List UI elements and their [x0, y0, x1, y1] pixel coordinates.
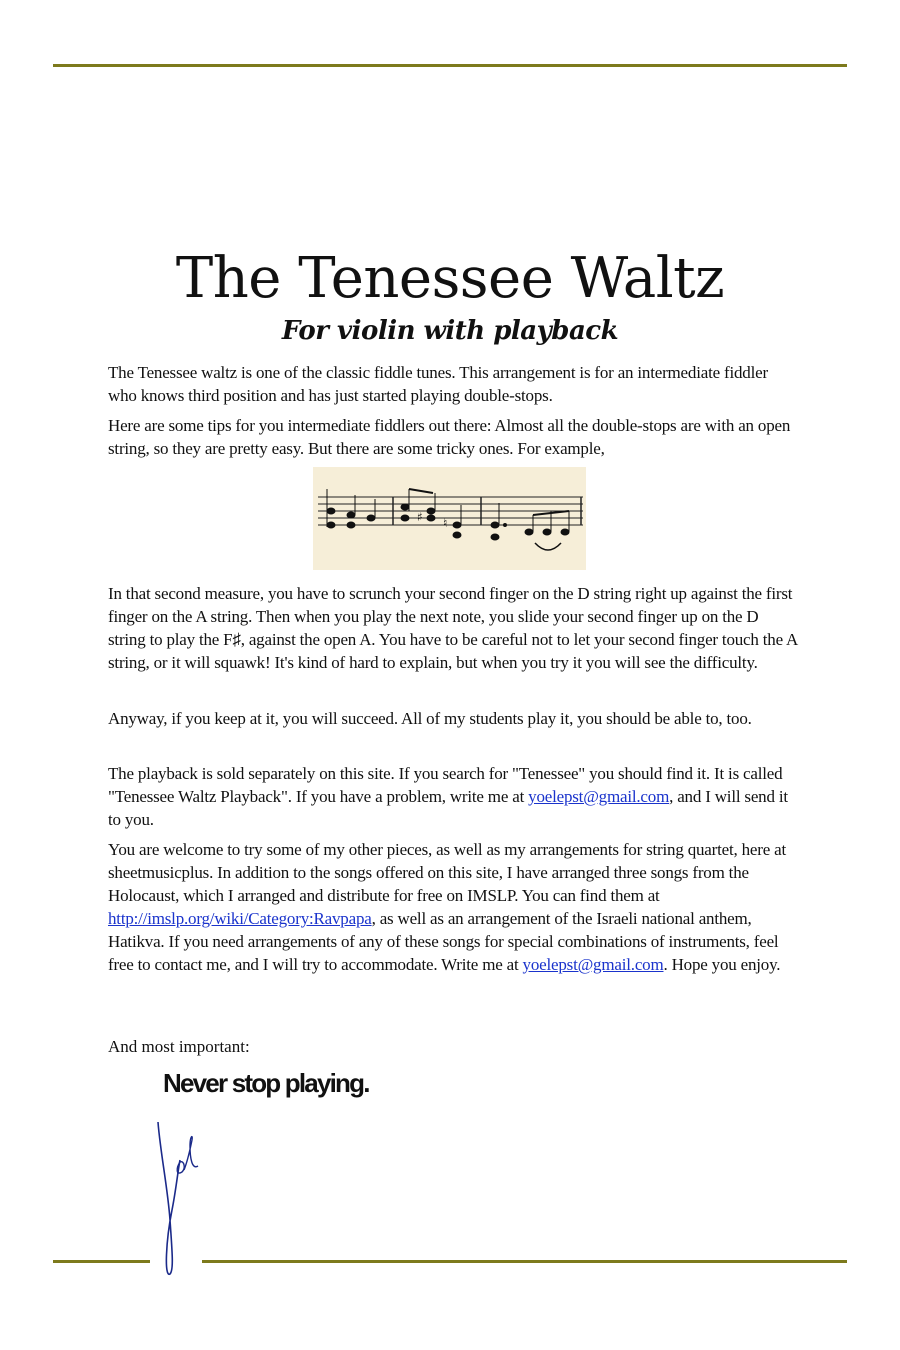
bottom-rule-left — [53, 1260, 150, 1263]
closing-line: And most important: — [108, 1037, 250, 1056]
playback-text: The playback is sold separately on this site. If you search for "Tenessee" you should find it. It is called "Tenessee Waltz Playback". If you have a problem, write me at — [108, 764, 783, 806]
email-link[interactable]: yoelepst@gmail.com — [528, 787, 670, 806]
other-pieces-text: You are welcome to try some of my other pieces, as well as my arrangements for string quartet, here at sheetmusicplus. In addition to the songs offered on this site, I have arranged three songs from the Holocaust, which I arranged and distribute for free on IMSLP. You can find them at — [108, 840, 786, 905]
svg-text:♮: ♮ — [443, 516, 448, 530]
other-pieces-text-end: . Hope you enjoy. — [663, 955, 781, 974]
playback-paragraph — [108, 762, 798, 831]
other-pieces-paragraph — [108, 838, 798, 976]
encouragement-paragraph: Anyway, if you keep at it, you will succeed. All of my students play it, you should be able to, too. — [108, 709, 752, 728]
intro-paragraph: The Tenessee waltz is one of the classic fiddle tunes. This arrangement is for an intermediate fiddler who knows third position and has just started playing double-stops. — [108, 363, 768, 405]
other-pieces-text-mid: , as well as an arrangement of the Israeli national anthem, Hatikva. If you need arrangements of any of these songs for special combinations of instruments, feel free to contact me, and I will try to accommodate. Write me at — [108, 909, 779, 974]
top-rule — [53, 64, 847, 67]
page-subtitle: For violin with playback — [281, 316, 619, 346]
tips-paragraph: Here are some tips for you intermediate fiddlers out there: Almost all the double-stops are with an open string, so they are pretty easy. But there are some tricky ones. For example, — [108, 416, 791, 458]
email-link-2[interactable]: yoelepst@gmail.com — [522, 955, 664, 974]
signature-icon — [146, 1110, 206, 1280]
music-excerpt-image — [313, 467, 586, 570]
sheet-music-staff-icon — [313, 467, 586, 570]
imslp-link[interactable]: http://imslp.org/wiki/Category:Ravpapa — [108, 909, 372, 928]
technique-paragraph: In that second measure, you have to scrunch your second finger on the D string right up against the first finger on the A string. Then when you play the next note, you slide your second finger up on the D string to play the F♯, against the open A. You have to be careful not to let your second finger touch the A string, or it will squawk! It's kind of hard to explain, but when you try it you will see the difficulty. — [108, 584, 798, 672]
motto-text: Never stop playing. — [163, 1068, 369, 1098]
bottom-rule-right — [202, 1260, 847, 1263]
page-title: The Tenessee Waltz — [175, 246, 725, 311]
playback-text-end: , and I will send it to you. — [108, 787, 788, 829]
svg-text:♯: ♯ — [417, 510, 423, 524]
